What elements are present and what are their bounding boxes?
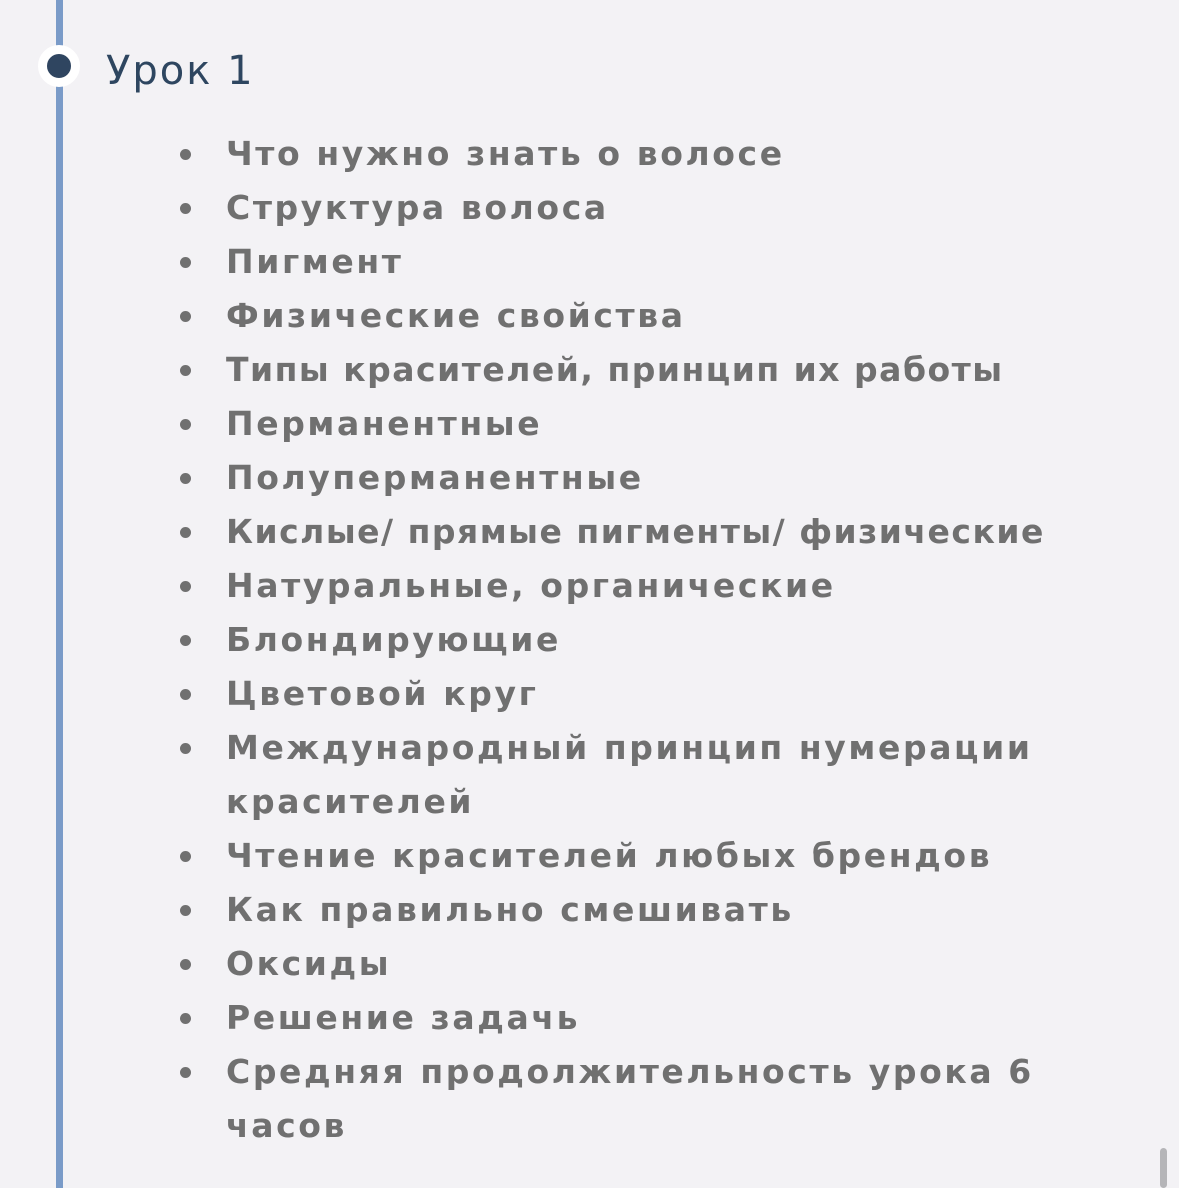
list-item: Перманентные xyxy=(226,397,1156,451)
list-item: Как правильно смешивать xyxy=(226,883,1156,937)
list-item: Кислые/ прямые пигменты/ физические xyxy=(226,505,1156,559)
list-item: Блондирующие xyxy=(226,613,1156,667)
list-item: Типы красителей, принцип их работы xyxy=(226,343,1156,397)
list-item: Пигмент xyxy=(226,235,1156,289)
list-item: Оксиды xyxy=(226,937,1156,991)
list-item: Цветовой круг xyxy=(226,667,1156,721)
list-item: Что нужно знать о волосе xyxy=(226,127,1156,181)
lesson-topic-list xyxy=(226,127,1156,1153)
list-item: Решение задачь xyxy=(226,991,1156,1045)
list-item: Физические свойства xyxy=(226,289,1156,343)
list-item: Полуперманентные xyxy=(226,451,1156,505)
list-item: Натуральные, органические xyxy=(226,559,1156,613)
timeline-dot-icon xyxy=(38,45,80,87)
scrollbar-thumb[interactable] xyxy=(1160,1148,1167,1188)
list-item: Чтение красителей любых брендов xyxy=(226,829,1156,883)
list-item: Структура волоса xyxy=(226,181,1156,235)
list-item: Международный принцип нумерации красителей xyxy=(226,721,1156,829)
list-item: Средняя продолжительность урока 6 часов xyxy=(226,1045,1156,1153)
lesson-title: Урок 1 xyxy=(106,48,255,94)
timeline-line xyxy=(56,0,63,1188)
